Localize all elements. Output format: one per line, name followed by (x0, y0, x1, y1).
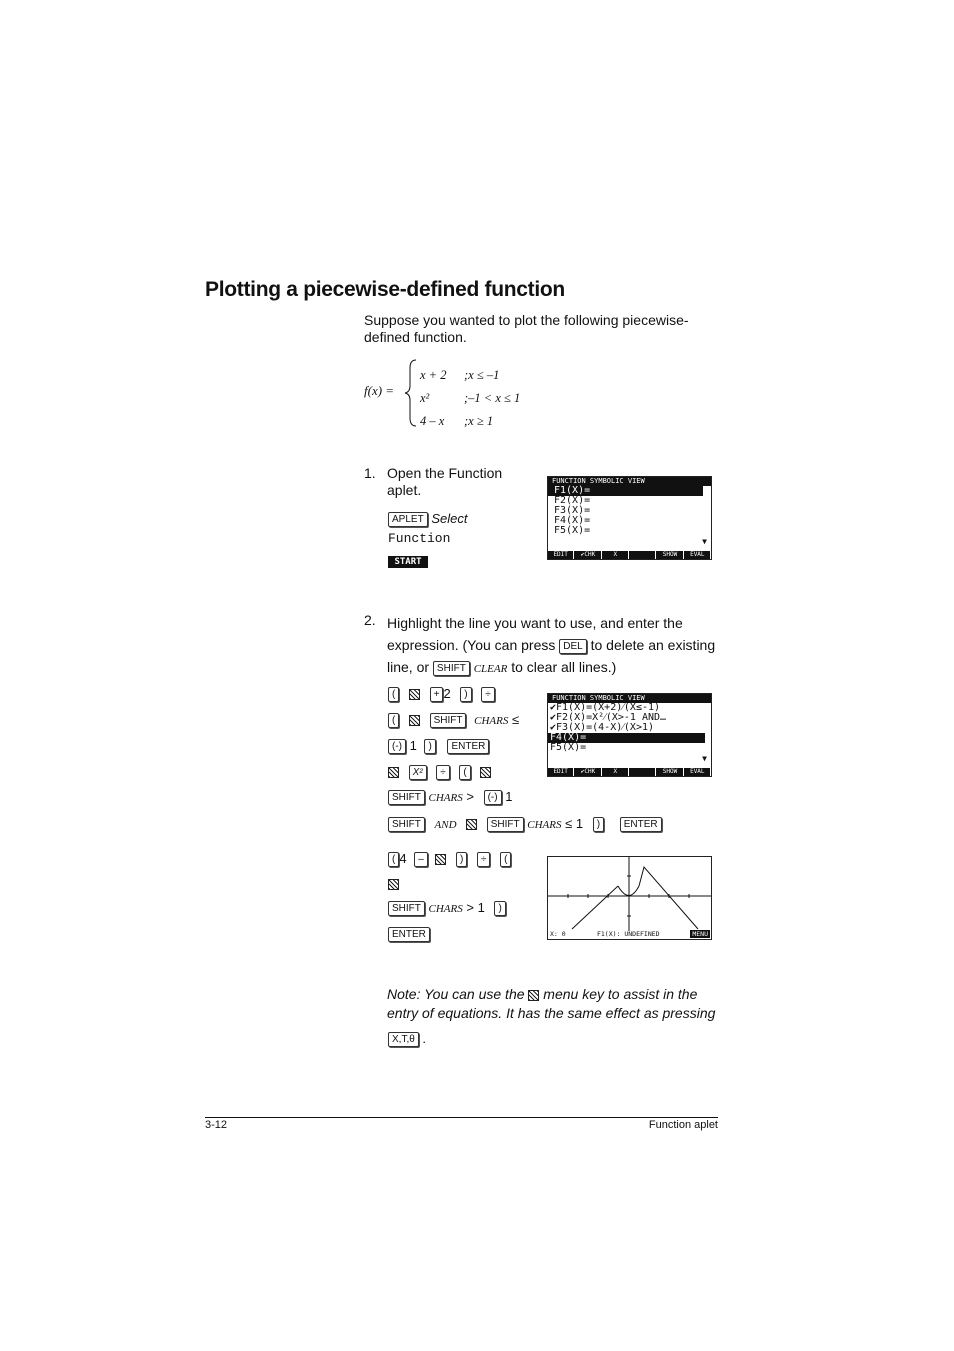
softkey-bar (548, 768, 711, 776)
screen-title: FUNCTION SYMBOLIC VIEW (548, 694, 711, 703)
keystroke-row (388, 926, 430, 942)
formula-lhs: f(x) = (364, 383, 395, 398)
screen-row: ✔F2(X)=X²⁄(X>-1 AND… (550, 712, 667, 723)
open-paren-key[interactable]: ( (388, 713, 399, 728)
case-cond: ;–1 < x ≤ 1 (464, 391, 521, 405)
softkey-eval[interactable]: EVAL (685, 768, 711, 776)
screen-title: FUNCTION SYMBOLIC VIEW (548, 477, 711, 486)
keystroke-row: ( + 2 ) ÷ (388, 686, 495, 702)
keystroke-row: ( 4 – ) ÷ ( (388, 851, 511, 867)
softkey-check[interactable]: ✔CHK (575, 768, 601, 776)
negate-key[interactable]: (-) (388, 739, 406, 754)
case-cond: ;x ≥ 1 (464, 414, 494, 428)
divide-key[interactable]: ÷ (436, 765, 450, 780)
series-f1 (572, 886, 618, 929)
softkey-check[interactable]: ✔CHK (575, 551, 601, 559)
screen-row: F1(X)= (548, 486, 703, 496)
screen-row: F5(X)= (554, 525, 591, 536)
softkey-eval[interactable]: EVAL (685, 551, 711, 559)
softkey-bar (548, 551, 711, 559)
shift-key[interactable]: SHIFT (388, 790, 425, 805)
note-key-row: X,T,θ . (388, 1031, 426, 1047)
shift-key[interactable]: SHIFT (433, 661, 470, 676)
x-variable-icon[interactable] (409, 715, 420, 726)
start-key[interactable]: START (388, 556, 428, 568)
enter-key[interactable]: ENTER (447, 739, 489, 754)
softkey-edit[interactable]: EDIT (548, 551, 574, 559)
softkey-blank[interactable] (630, 551, 656, 559)
enter-key[interactable]: ENTER (388, 927, 430, 942)
x-variable-icon[interactable] (388, 767, 399, 778)
case-expr: x + 2 (420, 368, 447, 382)
chars-label: CHARS (474, 715, 509, 727)
case-expr: 4 – x (420, 414, 445, 428)
divide-key[interactable]: ÷ (477, 852, 491, 867)
function-word: Function (388, 531, 451, 546)
calculator-screen-symbolic (547, 476, 712, 560)
scroll-down-icon: ▼ (702, 754, 707, 763)
chars-label: CHARS (428, 792, 463, 804)
case-cond: ;x ≤ –1 (464, 368, 500, 382)
del-key[interactable]: DEL (559, 639, 586, 654)
step1-keys (388, 511, 467, 527)
keystroke-row (388, 764, 491, 780)
page-number: 3-12 (205, 1119, 228, 1131)
x-variable-icon[interactable] (388, 879, 399, 890)
section-name: Function aplet (648, 1119, 718, 1131)
softkey-edit[interactable]: EDIT (548, 768, 574, 776)
softkey-show[interactable]: SHOW (657, 551, 683, 559)
plot-status: X: 0 F1(X): UNDEFINED (550, 930, 660, 938)
keystroke-row: SHIFT AND SHIFT CHARS ≤ 1 ) ENTER (388, 816, 662, 832)
plus-key[interactable]: + (430, 687, 444, 702)
open-paren-key[interactable]: ( (388, 687, 399, 702)
page-title: Plotting a piecewise-defined function (205, 278, 565, 301)
screen-row: F4(X)= (548, 733, 705, 743)
x-variable-icon[interactable] (466, 819, 477, 830)
shift-key[interactable]: SHIFT (430, 713, 467, 728)
select-label: Select (431, 511, 468, 526)
screen-row: F2(X)= (554, 495, 591, 506)
close-paren-key[interactable]: ) (456, 852, 467, 867)
scroll-down-icon: ▼ (702, 537, 707, 546)
enter-key[interactable]: ENTER (620, 817, 662, 832)
shift-key[interactable]: SHIFT (388, 817, 425, 832)
keystroke-row: ( SHIFT CHARS ≤ (388, 712, 519, 728)
keystroke-row (388, 876, 399, 891)
step1-number: 1. (364, 465, 376, 481)
open-paren-key[interactable]: ( (388, 852, 399, 867)
screen-row: F5(X)= (550, 742, 587, 753)
keystroke-row: (-) 1 ) ENTER (388, 738, 489, 754)
x-variable-icon[interactable] (409, 689, 420, 700)
screen-row: ✔F3(X)=(4-X)⁄(X>1) (550, 722, 655, 733)
shift-key[interactable]: SHIFT (487, 817, 524, 832)
x-variable-icon[interactable] (435, 854, 446, 865)
step2-number: 2. (364, 612, 376, 628)
close-paren-key[interactable]: ) (494, 901, 505, 916)
softkey-x[interactable]: X (603, 768, 629, 776)
softkey-blank[interactable] (630, 768, 656, 776)
screen-row: F4(X)= (554, 515, 591, 526)
screen-row: F3(X)= (554, 505, 591, 516)
plot-graph (548, 857, 711, 939)
x-variable-icon[interactable] (528, 990, 539, 1001)
formula-brace (404, 358, 418, 428)
aplet-key[interactable]: APLET (388, 512, 428, 527)
divide-key[interactable]: ÷ (481, 687, 495, 702)
shift-key[interactable]: SHIFT (388, 901, 425, 916)
intro-paragraph: Suppose you wanted to plot the following piecewise-defined function. (364, 312, 689, 345)
menu-softkey[interactable]: MENU (692, 930, 708, 938)
x-squared-key[interactable]: X² (409, 765, 427, 780)
footer-rule (205, 1117, 718, 1118)
open-paren-key[interactable]: ( (500, 852, 511, 867)
screen-row: ✔F1(X)=(X+2)⁄(X≤-1) (550, 702, 661, 713)
softkey-x[interactable]: X (603, 551, 629, 559)
x-variable-icon[interactable] (480, 767, 491, 778)
calculator-screen-plot (547, 856, 712, 940)
and-label: AND (434, 819, 457, 831)
step1-text: Open the Function aplet. (387, 465, 503, 498)
keystroke-row: SHIFT CHARS > (-) 1 (388, 789, 512, 805)
xtt-key[interactable]: X,T,θ (388, 1032, 419, 1047)
note-paragraph: Note: You can use the menu key to assist in the entry of equations. It has the same effect as pressing (387, 986, 716, 1021)
clear-label: CLEAR (473, 663, 508, 675)
close-paren-key[interactable]: ) (424, 739, 435, 754)
calculator-screen-symbolic-filled (547, 693, 712, 777)
step2-text: Highlight the line you want to use, and enter the expression. (You can press DEL to delete an existing line, or SHIFT CLEAR to clear all lines.) (387, 615, 716, 675)
softkey-show[interactable]: SHOW (657, 768, 683, 776)
case-expr: x² (420, 391, 430, 405)
minus-key[interactable]: – (414, 852, 428, 867)
close-paren-key[interactable]: ) (460, 687, 471, 702)
chars-label: CHARS (428, 903, 463, 915)
chars-label: CHARS (527, 819, 562, 831)
keystroke-row: SHIFT CHARS > 1 ) (388, 900, 506, 916)
close-paren-key[interactable]: ) (593, 817, 604, 832)
formula-cases (420, 364, 520, 433)
open-paren-key[interactable]: ( (459, 765, 470, 780)
negate-key[interactable]: (-) (484, 790, 502, 805)
